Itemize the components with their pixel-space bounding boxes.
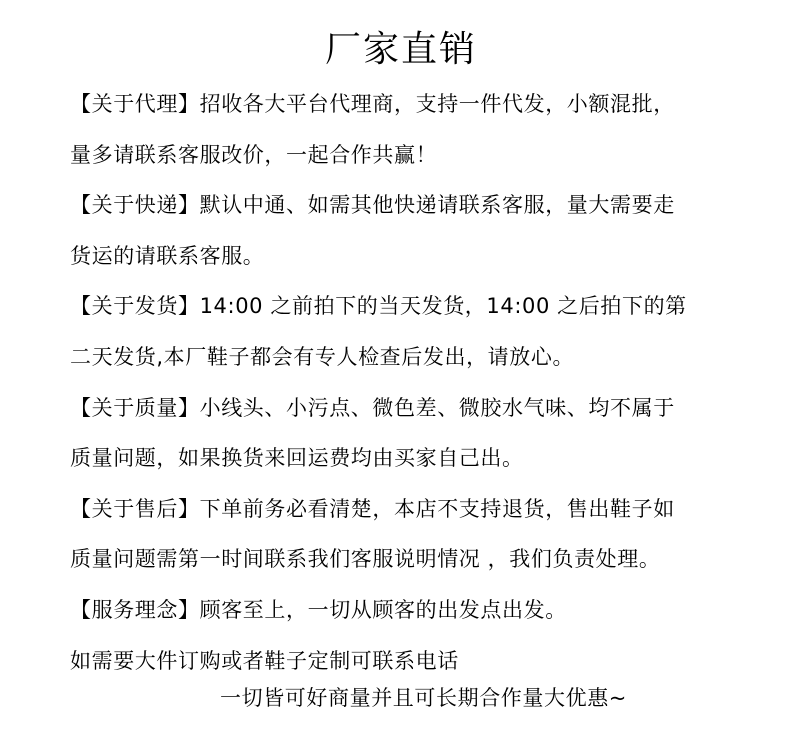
notice-line-shipping-2: 二天发货,本厂鞋子都会有专人检查后发出，请放心。 [70, 344, 575, 369]
notice-line-contact: 如需要大件订购或者鞋子定制可联系电话 [70, 648, 459, 673]
notice-line-quality-2: 质量问题，如果换货来回运费均由买家自己出。 [70, 446, 524, 471]
notice-line-aftersales-2: 质量问题需第一时间联系我们客服说明情况 ，我们负责处理。 [70, 547, 661, 572]
notice-line-service: 【服务理念】顾客至上，一切从顾客的出发点出发。 [70, 597, 567, 622]
notice-line-express-1: 【关于快递】默认中通、如需其他快递请联系客服，量大需要走 [70, 193, 675, 218]
notice-line-aftersales-1: 【关于售后】下单前务必看清楚，本店不支持退货，售出鞋子如 [70, 496, 675, 521]
notice-line-express-2: 货运的请联系客服。 [70, 243, 265, 268]
notice-line-agency-2: 量多请联系客服改价，一起合作共赢！ [70, 142, 438, 167]
page-title: 厂家直销 [324, 29, 477, 70]
notice-content [70, 79, 770, 686]
notice-line-agency-1: 【关于代理】招收各大平台代理商，支持一件代发，小额混批， [70, 92, 675, 116]
notice-line-shipping-1: 【关于发货】14:00 之前拍下的当天发货，14:00 之后拍下的第 [70, 294, 687, 319]
footer-note: 一切皆可好商量并且可长期合作量大优惠~ [220, 686, 627, 710]
notice-line-quality-1: 【关于质量】小线头、小污点、微色差、微胶水气味、均不属于 [70, 395, 675, 420]
